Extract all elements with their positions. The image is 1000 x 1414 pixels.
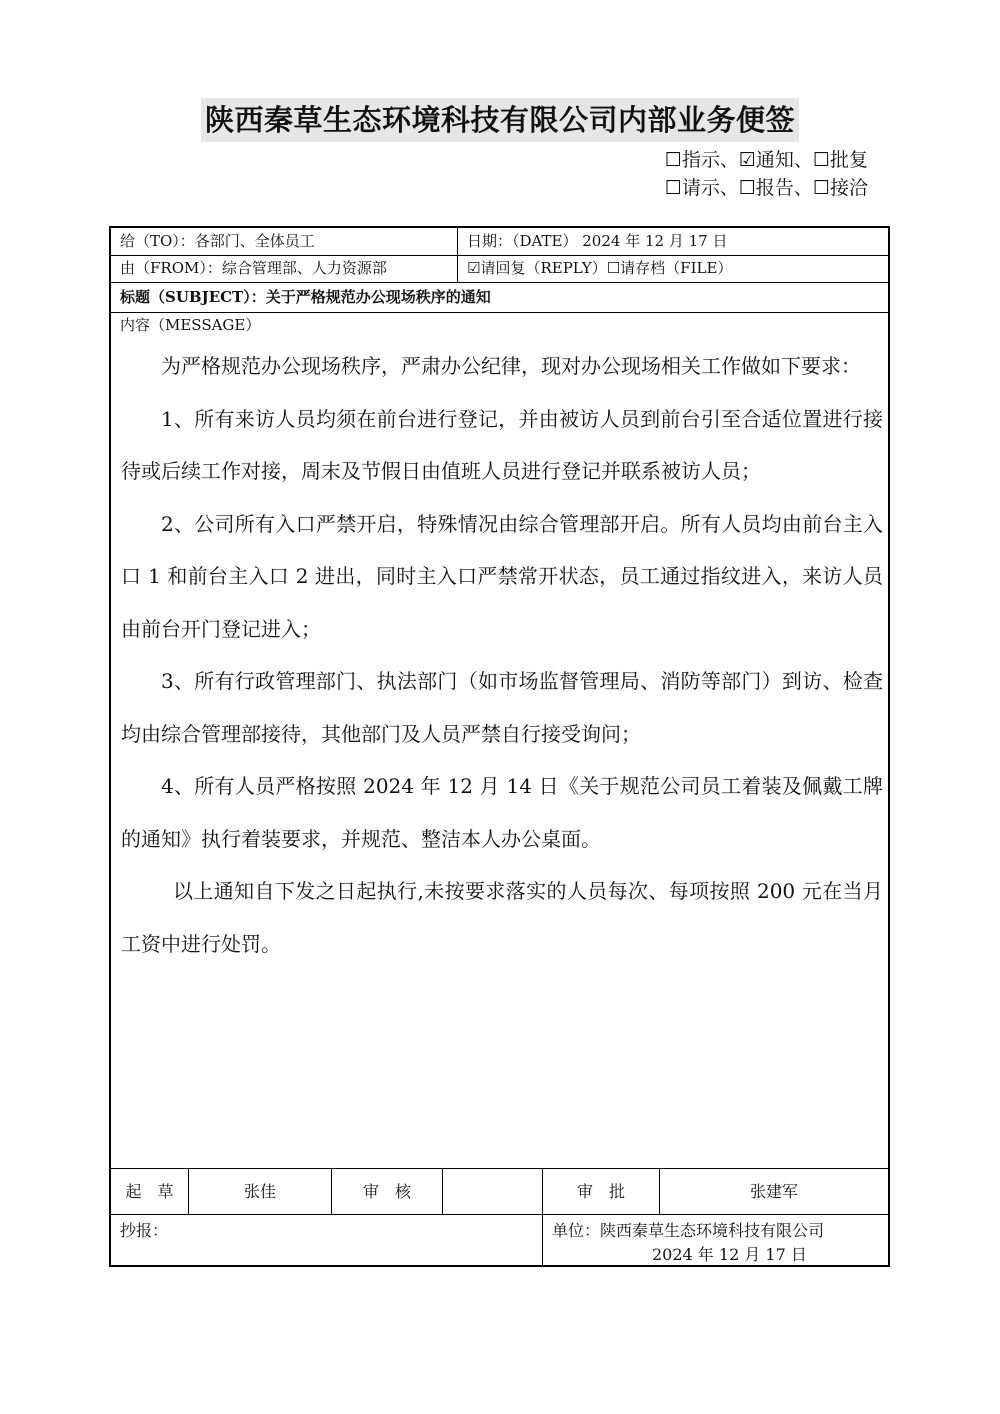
- reply-approval-checkbox[interactable]: ☐: [812, 149, 830, 171]
- liaison-label: 接洽: [829, 177, 868, 199]
- title-wrap: [0, 98, 1000, 142]
- cc-label: 抄报：: [120, 1221, 169, 1240]
- document-title: 陕西秦草生态环境科技有限公司内部业务便签: [201, 98, 799, 142]
- message-body: [121, 340, 883, 970]
- approve-name: 张建军: [749, 1182, 798, 1201]
- file-label: 请存档（FILE）: [620, 259, 733, 277]
- memo-form: [109, 226, 890, 1267]
- instruction-label: 指示、: [681, 149, 739, 171]
- memo-type-row-1: [665, 146, 868, 174]
- memo-type-row-2: [665, 174, 868, 202]
- row-divider: [111, 1168, 888, 1169]
- message-paragraph: 以上通知自下发之日起执行,未按要求落实的人员每次、每项按照 200 元在当月工资中进行处罚。: [121, 879, 883, 956]
- approve-label: 审 批: [576, 1182, 625, 1201]
- reply-file-options: [467, 255, 732, 282]
- message-paragraph: 为严格规范办公现场秩序，严肃办公纪律，现对办公现场相关工作做如下要求：: [161, 354, 861, 378]
- message-paragraph: 3、所有行政管理部门、执法部门（如市场监督管理局、消防等部门）到访、检查均由综合管理部接待，其他部门及人员严禁自行接受询问；: [121, 669, 883, 746]
- message-paragraph: 2、公司所有入口严禁开启，特殊情况由综合管理部开启。所有人员均由前台主入口 1 和前台主入口 2 进出，同时主入口严禁常开状态，员工通过指纹进入，来访人员由前台开门登记进入；: [121, 511, 883, 641]
- issue-date: 2024 年 12 月 17 日: [652, 1245, 807, 1264]
- reply-approval-label: 批复: [829, 149, 868, 171]
- review-label: 审 核: [362, 1182, 411, 1201]
- request-checkbox[interactable]: ☐: [664, 177, 682, 199]
- row-divider: [111, 1214, 888, 1215]
- instruction-checkbox[interactable]: ☐: [664, 149, 682, 171]
- to-field: 给（TO）：各部门、全体员工: [120, 232, 315, 250]
- file-checkbox[interactable]: ☐: [606, 259, 621, 277]
- memo-type-options: [665, 146, 868, 202]
- from-field: 由（FROM）：综合管理部、人力资源部: [120, 259, 387, 277]
- reply-label: 请回复（REPLY）: [480, 259, 607, 277]
- subject-field: 标题（SUBJECT）：关于严格规范办公现场秩序的通知: [120, 288, 491, 306]
- message-paragraph: 1、所有来访人员均须在前台进行登记，并由被访人员到前台引至合适位置进行接待或后续工作对接，周末及节假日由值班人员进行登记并联系被访人员；: [121, 406, 883, 483]
- sign-column-divider: [442, 1168, 443, 1214]
- request-label: 请示、: [681, 177, 739, 199]
- date-field: 日期：（DATE） 2024 年 12 月 17 日: [467, 232, 728, 250]
- reply-checkbox[interactable]: ☑: [467, 259, 481, 277]
- message-paragraph: 4、所有人员严格按照 2024 年 12 月 14 日《关于规范公司员工着装及佩戴工牌的通知》执行着装要求，并规范、整洁本人办公桌面。: [121, 774, 883, 851]
- liaison-checkbox[interactable]: ☐: [812, 177, 830, 199]
- notice-checkbox[interactable]: ☑: [738, 149, 756, 171]
- report-label: 报告、: [755, 177, 813, 199]
- draft-name: 张佳: [243, 1182, 276, 1201]
- notice-label: 通知、: [755, 149, 813, 171]
- issuing-unit: 单位：陕西秦草生态环境科技有限公司: [552, 1221, 825, 1240]
- header-column-divider: [457, 228, 458, 282]
- draft-label: 起 草: [125, 1182, 174, 1201]
- report-checkbox[interactable]: ☐: [738, 177, 756, 199]
- message-label: 内容（MESSAGE）: [120, 316, 261, 334]
